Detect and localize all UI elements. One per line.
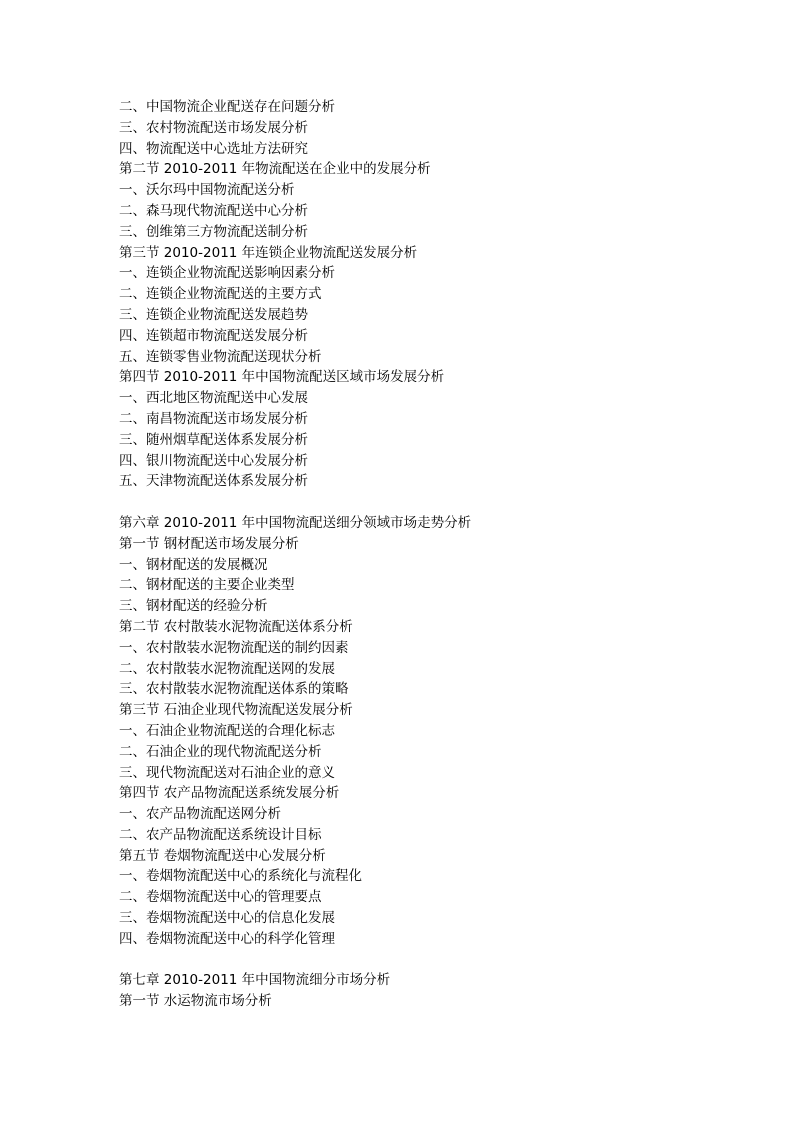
toc-item: 一、农村散装水泥物流配送的制约因素 xyxy=(119,639,349,656)
toc-item: 四、连锁超市物流配送发展分析 xyxy=(119,327,308,344)
toc-item: 二、南昌物流配送市场发展分析 xyxy=(119,410,308,427)
toc-section-heading: 第三节 石油企业现代物流配送发展分析 xyxy=(119,702,353,719)
toc-item: 五、天津物流配送体系发展分析 xyxy=(119,473,308,490)
toc-item: 一、连锁企业物流配送影响因素分析 xyxy=(119,265,335,282)
toc-item: 二、森马现代物流配送中心分析 xyxy=(119,202,308,219)
toc-item: 二、农村散装水泥物流配送网的发展 xyxy=(119,660,335,677)
toc-item: 二、中国物流企业配送存在问题分析 xyxy=(119,99,335,115)
toc-item: 三、随州烟草配送体系发展分析 xyxy=(119,431,308,448)
toc-section-heading: 第三节 2010-2011 年连锁企业物流配送发展分析 xyxy=(119,244,418,261)
toc-item: 三、农村散装水泥物流配送体系的策略 xyxy=(119,681,349,698)
toc-section-heading: 第二节 农村散装水泥物流配送体系分析 xyxy=(119,618,353,635)
toc-item: 一、沃尔玛中国物流配送分析 xyxy=(119,182,295,199)
toc-item: 三、钢材配送的经验分析 xyxy=(119,598,268,615)
toc-chapter-heading: 第六章 2010-2011 年中国物流配送细分领域市场走势分析 xyxy=(119,514,472,531)
toc-item: 二、钢材配送的主要企业类型 xyxy=(119,577,295,594)
toc-item: 四、银川物流配送中心发展分析 xyxy=(119,452,308,469)
toc-section-heading: 第五节 卷烟物流配送中心发展分析 xyxy=(119,847,326,864)
toc-chapter-heading: 第七章 2010-2011 年中国物流细分市场分析 xyxy=(119,972,391,989)
toc-item: 二、农产品物流配送系统设计目标 xyxy=(119,826,322,843)
toc-section-heading: 第一节 水运物流市场分析 xyxy=(119,993,272,1010)
toc-item: 二、卷烟物流配送中心的管理要点 xyxy=(119,889,322,906)
toc-section-heading: 第四节 农产品物流配送系统发展分析 xyxy=(119,785,340,802)
toc-item: 二、石油企业的现代物流配送分析 xyxy=(119,743,322,760)
toc-section-heading: 第一节 钢材配送市场发展分析 xyxy=(119,535,299,552)
toc-item: 四、物流配送中心选址方法研究 xyxy=(119,140,308,157)
toc-item: 三、卷烟物流配送中心的信息化发展 xyxy=(119,910,335,927)
toc-item: 一、卷烟物流配送中心的系统化与流程化 xyxy=(119,868,362,885)
toc-item: 一、西北地区物流配送中心发展 xyxy=(119,390,308,407)
toc-item: 三、创维第三方物流配送制分析 xyxy=(119,223,308,240)
toc-item: 三、连锁企业物流配送发展趋势 xyxy=(119,306,308,323)
toc-section-heading: 第四节 2010-2011 年中国物流配送区域市场发展分析 xyxy=(119,369,445,386)
toc-item: 三、现代物流配送对石油企业的意义 xyxy=(119,764,335,781)
toc-item: 三、农村物流配送市场发展分析 xyxy=(119,119,308,136)
document-page xyxy=(119,97,759,1012)
toc-section-heading: 第二节 2010-2011 年物流配送在企业中的发展分析 xyxy=(119,161,431,178)
toc-item: 一、农产品物流配送网分析 xyxy=(119,806,281,823)
toc-item: 二、连锁企业物流配送的主要方式 xyxy=(119,286,322,303)
blank-line xyxy=(119,492,759,513)
toc-item: 一、钢材配送的发展概况 xyxy=(119,556,268,573)
toc-item: 四、卷烟物流配送中心的科学化管理 xyxy=(119,930,335,947)
blank-line xyxy=(119,950,759,971)
toc-item: 一、石油企业物流配送的合理化标志 xyxy=(119,722,335,739)
toc-item: 五、连锁零售业物流配送现状分析 xyxy=(119,348,322,365)
